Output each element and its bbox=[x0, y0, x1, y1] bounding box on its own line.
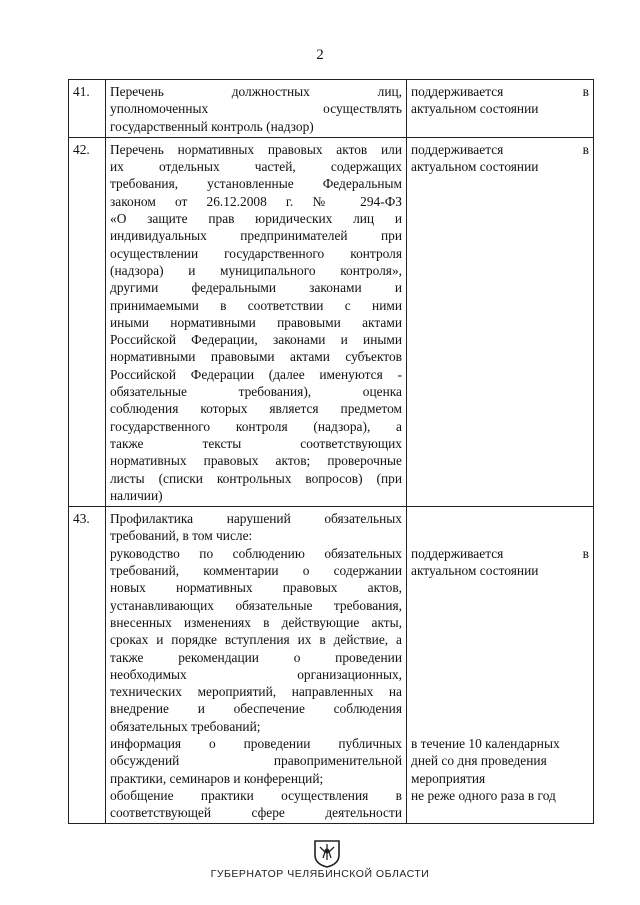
table-row bbox=[69, 137, 594, 506]
measures-table bbox=[68, 79, 594, 824]
name-line: сроках и порядке вступления их в действие, а bbox=[110, 632, 402, 648]
name-line: руководство по соблюдению обязательных bbox=[110, 545, 402, 561]
period-line: поддерживается в bbox=[411, 84, 589, 99]
name-line: листы (списки контрольных вопросов) (при bbox=[110, 470, 402, 486]
name-line: государственного контроля (надзора), а bbox=[110, 418, 402, 434]
name-line: практики, семинаров и конференций; bbox=[110, 770, 324, 786]
period-line: дней со дня проведения bbox=[411, 753, 547, 769]
name-line: обязательных требований; bbox=[110, 718, 261, 734]
name-line: соответствующей сфере деятельности bbox=[110, 805, 402, 821]
measure-name bbox=[106, 80, 407, 138]
name-line: обязательные требования), оценка bbox=[110, 384, 402, 400]
measure-name bbox=[106, 507, 407, 824]
period-line: актуальном состоянии bbox=[411, 563, 539, 579]
period-line: в течение 10 календарных bbox=[411, 736, 560, 751]
measure-period bbox=[407, 137, 594, 506]
name-line: также рекомендации о проведении bbox=[110, 649, 402, 665]
name-line: новых нормативных правовых актов, bbox=[110, 580, 402, 596]
name-line: внесенных изменениях в действующие акты, bbox=[110, 614, 402, 630]
name-line: также тексты соответствующих bbox=[110, 435, 402, 451]
name-line: обобщение практики осуществления в bbox=[110, 787, 402, 803]
period-line: актуальном состоянии bbox=[411, 101, 539, 117]
table-row bbox=[69, 80, 594, 138]
name-line: государственный контроль (надзор) bbox=[110, 118, 314, 134]
row-number: 41. bbox=[69, 80, 106, 138]
coat-of-arms-icon bbox=[311, 838, 343, 868]
row-number: 42. bbox=[69, 137, 106, 506]
period-spacer bbox=[411, 510, 589, 545]
name-line: соблюдения которых является предметом bbox=[110, 401, 402, 417]
table-row bbox=[69, 507, 594, 824]
row-number: 43. bbox=[69, 507, 106, 824]
measure-name bbox=[106, 137, 407, 506]
name-line: наличии) bbox=[110, 487, 163, 503]
name-line: внедрение и обеспечение соблюдения bbox=[110, 701, 402, 717]
period-line: поддерживается в bbox=[411, 141, 589, 157]
period-line: не реже одного раза в год bbox=[411, 787, 556, 803]
name-line: законом от 26.12.2008 г. № 294-ФЗ bbox=[110, 193, 402, 209]
name-line: обсуждений правоприменительной bbox=[110, 753, 402, 769]
name-line: иными нормативными правовыми актами bbox=[110, 314, 402, 330]
name-line: Профилактика нарушений обязательных bbox=[110, 511, 402, 527]
name-line: нормативных правовых актов; проверочные bbox=[110, 453, 402, 469]
name-line: Перечень нормативных правовых актов или bbox=[110, 141, 402, 157]
name-line: информация о проведении публичных bbox=[110, 735, 402, 751]
name-line: принимаемыми в соответствии с ними bbox=[110, 297, 402, 313]
name-line: Перечень должностных лиц, bbox=[110, 84, 402, 99]
name-line: требования, установленные Федеральным bbox=[110, 176, 402, 192]
period-line: поддерживается в bbox=[411, 545, 589, 561]
period-line: актуальном состоянии bbox=[411, 159, 539, 175]
period-line: мероприятия bbox=[411, 770, 486, 786]
name-line: Российской Федерации (далее именуются - bbox=[110, 366, 402, 382]
name-line: (надзора) и муниципального контроля», bbox=[110, 262, 402, 278]
name-line: их отдельных частей, содержащих bbox=[110, 159, 402, 175]
name-line: нормативными правовыми актами субъектов bbox=[110, 349, 402, 365]
footer-caption: ГУБЕРНАТОР ЧЕЛЯБИНСКОЙ ОБЛАСТИ bbox=[210, 868, 430, 880]
name-line: необходимых организационных, bbox=[110, 666, 402, 682]
name-line: индивидуальных предпринимателей при bbox=[110, 228, 402, 244]
name-line: «О защите прав юридических лиц и bbox=[110, 211, 402, 227]
name-line: технических мероприятий, направленных на bbox=[110, 684, 402, 700]
page-number: 2 bbox=[316, 47, 324, 63]
name-line: требований, в том числе: bbox=[110, 528, 253, 544]
name-line: уполномоченных осуществлять bbox=[110, 101, 402, 117]
measure-period bbox=[407, 507, 594, 824]
measure-period bbox=[407, 80, 594, 138]
name-line: другими федеральными законами и bbox=[110, 280, 402, 296]
name-line: требований, комментарии о содержании bbox=[110, 563, 402, 579]
name-line: устанавливающих обязательные требования, bbox=[110, 597, 402, 613]
name-line: осуществлении государственного контроля bbox=[110, 245, 402, 261]
name-line: Российской Федерации, законами и иными bbox=[110, 332, 402, 348]
period-spacer bbox=[411, 579, 589, 735]
